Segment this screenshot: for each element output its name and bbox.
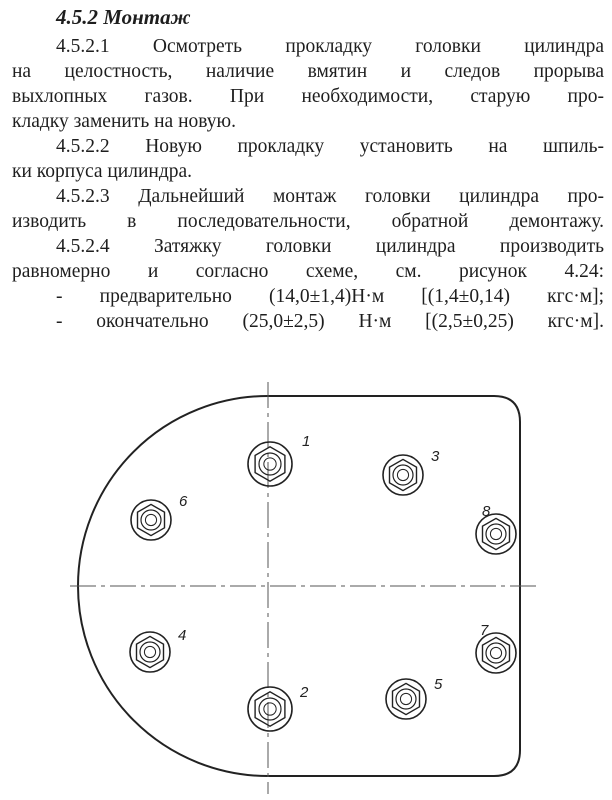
torque-item-preliminary: - предварительно (14,0±1,4)Н·м [(1,4±0,14) кгс·м]; bbox=[56, 286, 604, 307]
bolt-number-label: 1 bbox=[302, 433, 311, 450]
paragraph-line: 4.5.2.3 Дальнейший монтаж головки цилиндра про- bbox=[56, 186, 604, 207]
bolt-2 bbox=[248, 687, 292, 731]
bolt-1 bbox=[248, 442, 292, 486]
paragraph-line: ки корпуса цилиндра. bbox=[12, 161, 193, 182]
paragraph-line: кладку заменить на новую. bbox=[12, 111, 237, 132]
cylinder-head-tightening-diagram bbox=[0, 376, 612, 800]
paragraph-line: 4.5.2.1 Осмотреть прокладку головки цилиндра bbox=[56, 36, 604, 57]
paragraph-line: 4.5.2.2 Новую прокладку установить на шпиль- bbox=[56, 136, 604, 157]
bolt-5 bbox=[386, 679, 426, 719]
bolt-group bbox=[130, 433, 516, 731]
paragraph-line: выхлопных газов. При необходимости, старую про- bbox=[12, 86, 604, 107]
bolt-number-label: 4 bbox=[178, 627, 187, 644]
bolt-6 bbox=[131, 500, 171, 540]
bolt-number-label: 8 bbox=[482, 503, 491, 520]
paragraph-line: на целостность, наличие вмятин и следов прорыва bbox=[12, 61, 604, 82]
bolt-3 bbox=[383, 455, 423, 495]
paragraph-line: изводить в последовательности, обратной демонтажу. bbox=[12, 211, 604, 232]
bolt-4 bbox=[130, 632, 170, 672]
section-heading: 4.5.2 Монтаж bbox=[56, 5, 191, 29]
bolt-number-label: 5 bbox=[434, 676, 443, 693]
bolt-number-label: 3 bbox=[431, 448, 440, 465]
paragraph-line: равномерно и согласно схеме, см. рисунок 4.24: bbox=[12, 261, 604, 282]
bolt-number-label: 7 bbox=[480, 622, 489, 639]
bolt-8 bbox=[476, 514, 516, 554]
torque-item-final: - окончательно (25,0±2,5) Н·м [(2,5±0,25) кгс·м]. bbox=[56, 311, 604, 332]
paragraph-line: 4.5.2.4 Затяжку головки цилиндра производить bbox=[56, 236, 604, 257]
bolt-number-label: 6 bbox=[179, 493, 188, 510]
bolt-7 bbox=[476, 633, 516, 673]
body-text bbox=[12, 34, 604, 334]
bolt-number-label: 2 bbox=[300, 684, 309, 701]
